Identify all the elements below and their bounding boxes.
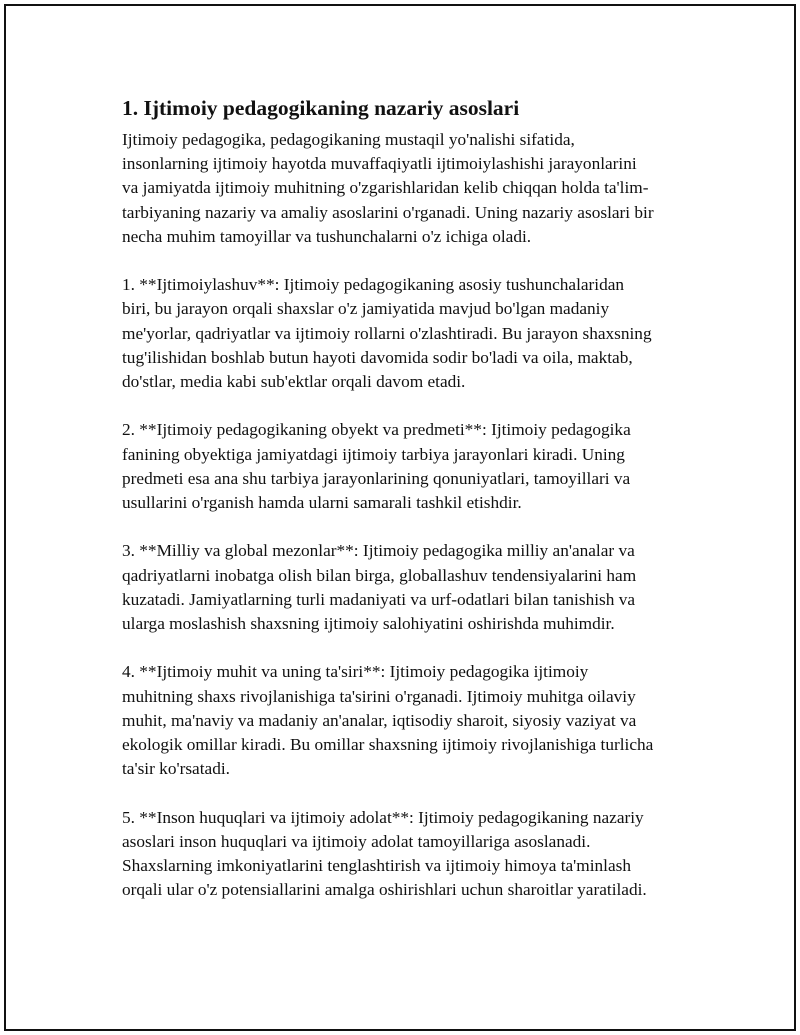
text-line: muhit, ma'naviy va madaniy an'analar, iqtisodiy sharoit, siyosiy vaziyat va: [122, 710, 637, 730]
text-line: insonlarning ijtimoiy hayotda muvaffaqiyatli ijtimoiylashishi jarayonlarini: [122, 154, 637, 174]
text-line: me'yorlar, qadriyatlar va ijtimoiy rollarni o'zlashtiradi. Bu jarayon shaxsning: [122, 323, 652, 343]
text-line: 3. **Milliy va global mezonlar**: Ijtimoiy pedagogika milliy an'analar va: [122, 541, 635, 561]
numbered-paragraph: [120, 539, 700, 636]
numbered-paragraph: [120, 273, 700, 394]
text-line: ta'sir ko'rsatadi.: [122, 759, 230, 779]
text-line: va jamiyatda ijtimoiy muhitning o'zgarishlaridan kelib chiqqan holda ta'lim-: [122, 178, 649, 198]
page-frame: [4, 4, 796, 1031]
numbered-paragraph: [120, 418, 700, 515]
text-line: tarbiyaning nazariy va amaliy asoslarini o'rganadi. Uning nazariy asoslari bir: [122, 202, 654, 222]
text-line: biri, bu jarayon orqali shaxslar o'z jamiyatida mavjud bo'lgan madaniy: [122, 299, 610, 319]
text-line: Shaxslarning imkoniyatlarini tenglashtirish va ijtimoiy himoya ta'minlash: [122, 856, 632, 876]
paragraph-list: [120, 128, 700, 902]
numbered-paragraph: [120, 806, 700, 903]
text-line: 2. **Ijtimoiy pedagogikaning obyekt va predmeti**: Ijtimoiy pedagogika: [122, 420, 631, 440]
text-line: 5. **Inson huquqlari va ijtimoiy adolat**: Ijtimoiy pedagogikaning nazariy: [122, 807, 644, 827]
document-body: [120, 94, 700, 927]
text-line: ularga moslashish shaxsning ijtimoiy salohiyatini oshirishda muhimdir.: [122, 614, 615, 634]
text-line: predmeti esa ana shu tarbiya jarayonlarining qonuniyatlari, tamoyillari va: [122, 468, 631, 488]
text-line: muhitning shaxs rivojlanishiga ta'sirini o'rganadi. Ijtimoiy muhitga oilaviy: [122, 686, 636, 706]
text-line: fanining obyektiga jamiyatdagi ijtimoiy tarbiya jarayonlari kiradi. Uning: [122, 444, 625, 464]
text-line: 1. **Ijtimoiylashuv**: Ijtimoiy pedagogikaning asosiy tushunchalaridan: [122, 275, 625, 295]
intro-paragraph: [120, 128, 700, 249]
text-line: necha muhim tamoyillar va tushunchalarni o'z ichiga oladi.: [122, 226, 532, 246]
text-line: 4. **Ijtimoiy muhit va uning ta'siri**: Ijtimoiy pedagogika ijtimoiy: [122, 662, 589, 682]
text-line: asoslari inson huquqlari va ijtimoiy adolat tamoyillariga asoslanadi.: [122, 831, 591, 851]
text-line: Ijtimoiy pedagogika, pedagogikaning mustaqil yo'nalishi sifatida,: [122, 130, 575, 149]
text-line: usullarini o'rganish hamda ularni samarali tashkil etishdir.: [122, 493, 522, 513]
text-line: ekologik omillar kiradi. Bu omillar shaxsning ijtimoiy rivojlanishiga turlicha: [122, 735, 654, 755]
document-title: 1. Ijtimoiy pedagogikaning nazariy asoslari: [122, 96, 520, 120]
numbered-paragraph: [120, 660, 700, 781]
text-line: kuzatadi. Jamiyatlarning turli madaniyati va urf-odatlari bilan tanishish va: [122, 589, 636, 609]
text-line: orqali ular o'z potensiallarini amalga oshirishlari uchun sharoitlar yaratiladi.: [122, 880, 647, 900]
text-line: do'stlar, media kabi sub'ektlar orqali davom etadi.: [122, 372, 466, 392]
text-line: tug'ilishidan boshlab butun hayoti davomida sodir bo'ladi va oila, maktab,: [122, 347, 633, 367]
text-line: qadriyatlarni inobatga olish bilan birga, globallashuv tendensiyalarini ham: [122, 565, 637, 585]
